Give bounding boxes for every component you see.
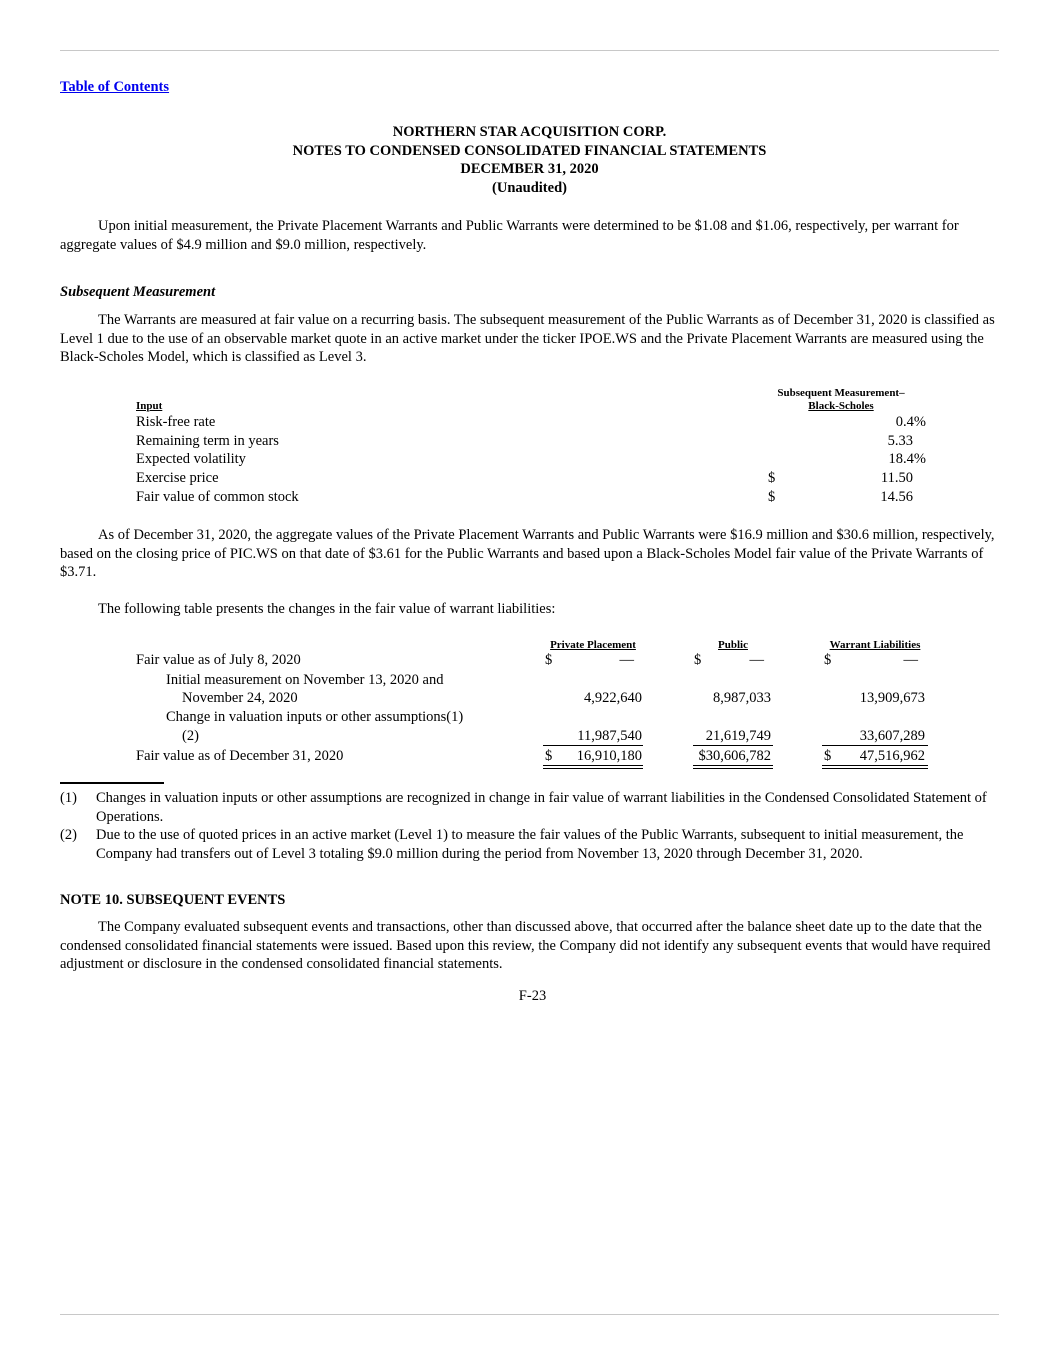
value-private: — <box>619 652 634 668</box>
row-label: November 24, 2020 <box>182 690 298 706</box>
table-row <box>0 671 1055 690</box>
row-label: Risk-free rate <box>136 414 216 430</box>
row-value: 11.50 <box>880 470 913 486</box>
table-row <box>0 450 1055 469</box>
row-label: Fair value as of July 8, 2020 <box>136 652 301 668</box>
row-value: 0.4% <box>895 414 926 430</box>
row-label: Fair value of common stock <box>136 489 299 505</box>
subtotal-rule-public <box>693 745 773 746</box>
row-label: Exercise price <box>136 470 219 486</box>
row-currency: $ <box>768 470 776 486</box>
currency-private: $ <box>545 652 553 668</box>
note-10-heading: NOTE 10. SUBSEQUENT EVENTS <box>60 892 286 908</box>
value-total: 13,909,673 <box>859 690 925 706</box>
table-row <box>0 488 1055 507</box>
subsequent-events-paragraph: The Company evaluated subsequent events and transactions, other than discussed above, that occurred after the balance sheet date up to the date that the condensed consolidated financial statements were issued. Based upon this review, the Company did not identify any subsequent events that would have required adjustment or disclosure in the condensed consolidated financial statements. <box>60 919 991 972</box>
currency-private: $ <box>545 748 553 764</box>
value-total: 33,607,289 <box>859 728 925 744</box>
table-row <box>0 689 1055 708</box>
row-label: Fair value as of December 31, 2020 <box>136 748 344 764</box>
document-title: NOTES TO CONDENSED CONSOLIDATED FINANCIAL STATEMENTS <box>292 142 767 159</box>
document-header <box>60 123 999 197</box>
currency-public: $ <box>694 652 702 668</box>
following-table-paragraph: The following table presents the changes in the fair value of warrant liabilities: <box>98 601 556 617</box>
aggregate-values-paragraph: As of December 31, 2020, the aggregate values of the Private Placement Warrants and Public Warrants were $16.9 million and $30.6 million, respectively, based on the closing price of PIC.WS on that date of $3.61 for the Public Warrants and based upon a Black-Scholes Model fair value of the Private Warrants of $3.71. <box>60 527 995 580</box>
column-header-private-placement: Private Placement <box>550 639 636 651</box>
column-header-warrant-liabilities: Warrant Liabilities <box>829 639 921 651</box>
subtotal-rule-total <box>822 745 928 746</box>
row-value: 14.56 <box>880 489 913 505</box>
subsequent-measurement-heading: Subsequent Measurement <box>60 284 216 300</box>
value-public: — <box>749 652 764 668</box>
table-of-contents-link[interactable]: Table of Contents <box>60 79 170 95</box>
row-label: (2) <box>182 728 199 744</box>
footnote-text: Changes in valuation inputs or other assumptions are recognized in change in fair value of warrant liabilities in the Condensed Consolidated Statement of Operations. <box>96 790 987 825</box>
table-row <box>0 747 1055 766</box>
table-row <box>0 651 1055 670</box>
subtotal-rule-private <box>543 745 643 746</box>
input-table-value-header: Subsequent Measurement– Black-Scholes <box>777 387 905 412</box>
total-rule-public <box>693 765 773 769</box>
total-rule-private <box>543 765 643 769</box>
row-label: Expected volatility <box>136 451 246 467</box>
footnote-1 <box>60 789 1005 826</box>
row-value: 18.4% <box>888 451 926 467</box>
footnote-2 <box>60 826 1005 863</box>
value-private: 16,910,180 <box>576 748 642 764</box>
row-label: Remaining term in years <box>136 433 279 449</box>
unaudited-note: (Unaudited) <box>492 179 567 196</box>
value-private: 11,987,540 <box>577 728 642 744</box>
row-value: 5.33 <box>887 433 913 449</box>
bottom-rule <box>60 1314 999 1315</box>
currency-total: $ <box>824 748 832 764</box>
footnote-mark: (2) <box>60 827 77 843</box>
input-table-input-header: Input <box>136 400 163 412</box>
table-row <box>0 413 1055 432</box>
value-total: — <box>903 652 918 668</box>
table-row <box>0 727 1055 746</box>
value-public: 21,619,749 <box>705 728 771 744</box>
company-name: NORTHERN STAR ACQUISITION CORP. <box>392 124 667 140</box>
initial-measurement-paragraph: Upon initial measurement, the Private Placement Warrants and Public Warrants were determined to be $1.08 and $1.06, respectively, per warrant for aggregate values of $4.9 million and $9.0 million, respectively. <box>60 218 959 253</box>
value-total: 47,516,962 <box>859 748 925 764</box>
statement-date: DECEMBER 31, 2020 <box>460 161 599 177</box>
column-header-public: Public <box>718 639 748 651</box>
total-rule-total <box>822 765 928 769</box>
page-number: F-23 <box>518 988 547 1004</box>
value-public: $30,606,782 <box>698 748 771 764</box>
footnote-text: Due to the use of quoted prices in an active market (Level 1) to measure the fair values of the Public Warrants, subsequent to initial measurement, the Company had transfers out of Level 3 totaling $9.0 million during the period from November 13, 2020 through December 31, 2020. <box>96 827 964 862</box>
table-row <box>0 708 1055 727</box>
table-row <box>0 469 1055 488</box>
subsequent-measurement-paragraph: The Warrants are measured at fair value on a recurring basis. The subsequent measurement of the Public Warrants as of December 31, 2020 is classified as Level 1 due to the use of an observable market quote in an active market under the ticker IPOE.WS and the Private Placement Warrants are measured using the Black-Scholes Model, which is classified as Level 3. <box>60 312 995 365</box>
row-label: Change in valuation inputs or other assumptions(1) <box>166 709 464 725</box>
table-row <box>0 432 1055 451</box>
row-currency: $ <box>768 489 776 505</box>
top-rule <box>60 50 999 51</box>
footnote-separator <box>60 782 164 784</box>
value-private: 4,922,640 <box>584 690 642 706</box>
currency-total: $ <box>824 652 832 668</box>
footnote-mark: (1) <box>60 790 77 806</box>
row-label: Initial measurement on November 13, 2020 and <box>166 672 444 688</box>
value-public: 8,987,033 <box>713 690 771 706</box>
